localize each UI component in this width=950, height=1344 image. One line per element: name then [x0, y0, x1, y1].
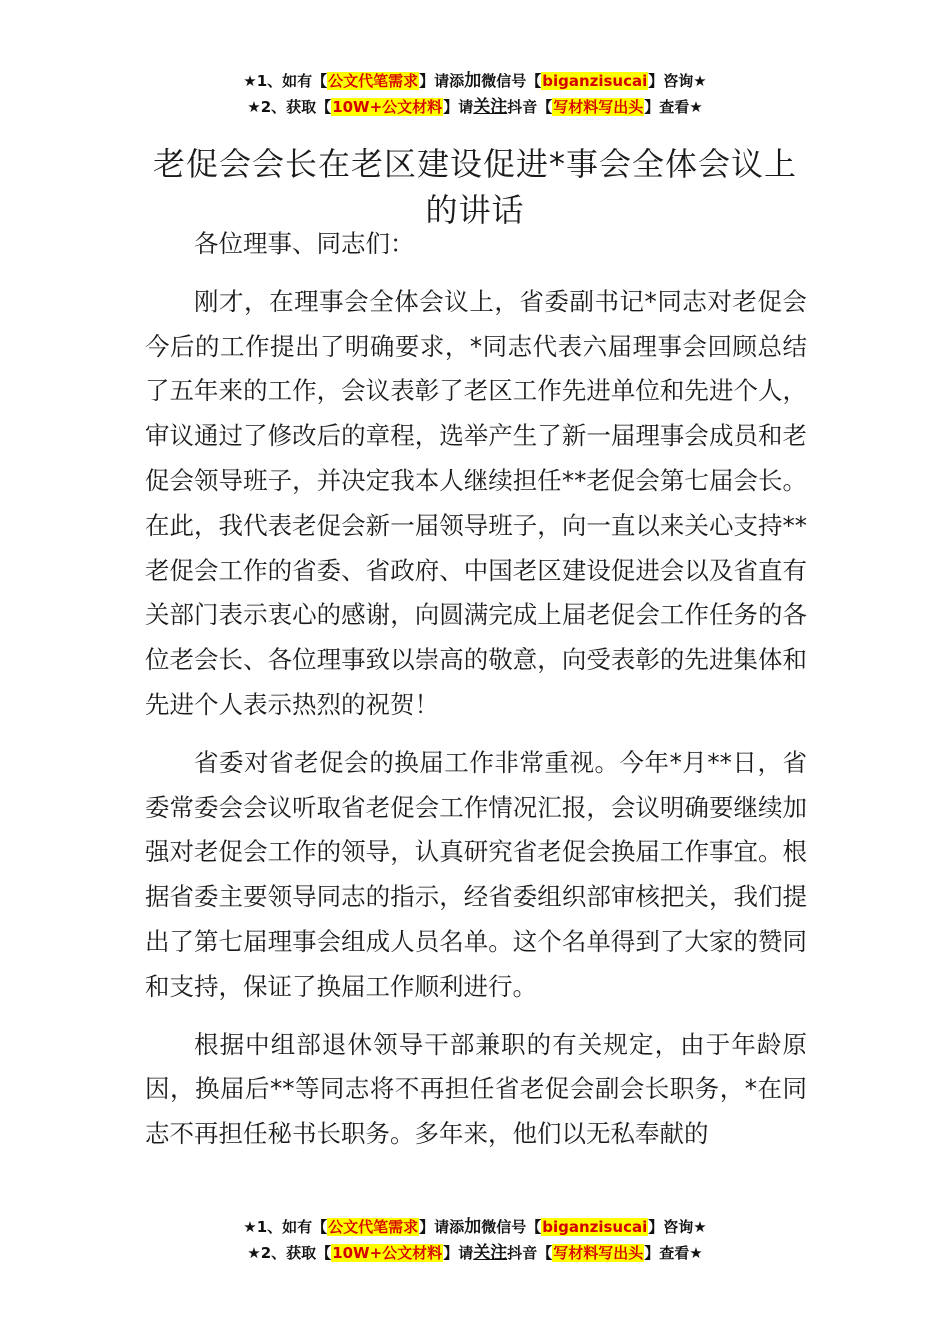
promo-line-1 — [0, 68, 950, 94]
promo-line-2 — [0, 1240, 950, 1266]
promo-text: 1、如有【 — [256, 1218, 328, 1236]
promo-text: 】查看 — [644, 1244, 690, 1262]
body-paragraph: 根据中组部退休领导干部兼职的有关规定，由于年龄原因，换届后**等同志将不再担任省老促会副会长职务，*在同志不再担任秘书长职务。多年来，他们以无私奉献的 — [145, 1029, 807, 1149]
promo-text: 】请 — [443, 1244, 474, 1262]
star-icon: ★ — [693, 1218, 707, 1236]
promo-emphasis: 加 — [464, 71, 482, 91]
promo-emphasis: 加 — [464, 1217, 482, 1237]
star-icon: ★ — [243, 1218, 257, 1236]
promo-text: 】咨询 — [648, 72, 694, 90]
promo-emphasis: 关注 — [473, 97, 508, 117]
promo-line-1 — [0, 1214, 950, 1240]
document-body — [145, 222, 807, 1170]
body-paragraph: 刚才，在理事会全体会议上，省委副书记*同志对老促会今后的工作提出了明确要求，*同志代表六届理事会回顾总结了五年来的工作，会议表彰了老区工作先进单位和先进个人，审议通过了修改后的章程，选举产生了新一届理事会成员和老促会领导班子，并决定我本人继续担任**老促会第七届会长。在此，我代表老促会新一届领导班子，向一直以来关心支持**老促会工作的省委、省政府、中国老区建设促进会以及省直有关部门表示衷心的感谢，向圆满完成上届老促会工作任务的各位老会长、各位理事致以崇高的敬意，向受表彰的先进集体和先进个人表示热烈的祝贺！ — [145, 286, 807, 719]
promo-text: 】请 — [443, 98, 474, 116]
promo-emphasis: 关注 — [473, 1243, 508, 1263]
promo-line-2 — [0, 94, 950, 120]
star-icon: ★ — [693, 72, 707, 90]
promo-text: 2、获取【 — [260, 1244, 332, 1262]
promo-highlight: 公文代笔需求 — [328, 72, 419, 90]
promo-banner-bottom — [0, 1214, 950, 1266]
promo-text: 】请添 — [419, 72, 465, 90]
salutation: 各位理事、同志们： — [194, 229, 415, 258]
star-icon: ★ — [247, 1244, 261, 1262]
promo-text: 微信号【 — [481, 1218, 542, 1236]
promo-banner-top — [0, 68, 950, 120]
promo-text: 】查看 — [644, 98, 690, 116]
star-icon: ★ — [689, 98, 703, 116]
promo-text: 】咨询 — [648, 1218, 694, 1236]
promo-text: 抖音【 — [507, 98, 553, 116]
promo-highlight: 10W+公文材料 — [332, 1244, 443, 1262]
promo-highlight: biganzisucai — [542, 72, 648, 90]
promo-highlight: 10W+公文材料 — [332, 98, 443, 116]
promo-highlight: 写材料写出头 — [553, 1244, 644, 1262]
promo-text: 2、获取【 — [260, 98, 332, 116]
body-paragraph: 省委对省老促会的换届工作非常重视。今年*月**日，省委常委会会议听取省老促会工作情况汇报，会议明确要继续加强对老促会工作的领导，认真研究省老促会换届工作事宜。根据省委主要领导同志的指示，经省委组织部审核把关，我们提出了第七届理事会组成人员名单。这个名单得到了大家的赞同和支持，保证了换届工作顺利进行。 — [145, 747, 807, 1001]
promo-highlight: 写材料写出头 — [553, 98, 644, 116]
star-icon: ★ — [247, 98, 261, 116]
promo-text: 】请添 — [419, 1218, 465, 1236]
promo-text: 抖音【 — [507, 1244, 553, 1262]
star-icon: ★ — [689, 1244, 703, 1262]
promo-highlight: 公文代笔需求 — [328, 1218, 419, 1236]
document-title: 老促会会长在老区建设促进*事会全体会议上的讲话 — [152, 145, 797, 230]
promo-text: 微信号【 — [481, 72, 542, 90]
promo-highlight: biganzisucai — [542, 1218, 648, 1236]
star-icon: ★ — [243, 72, 257, 90]
promo-text: 1、如有【 — [256, 72, 328, 90]
